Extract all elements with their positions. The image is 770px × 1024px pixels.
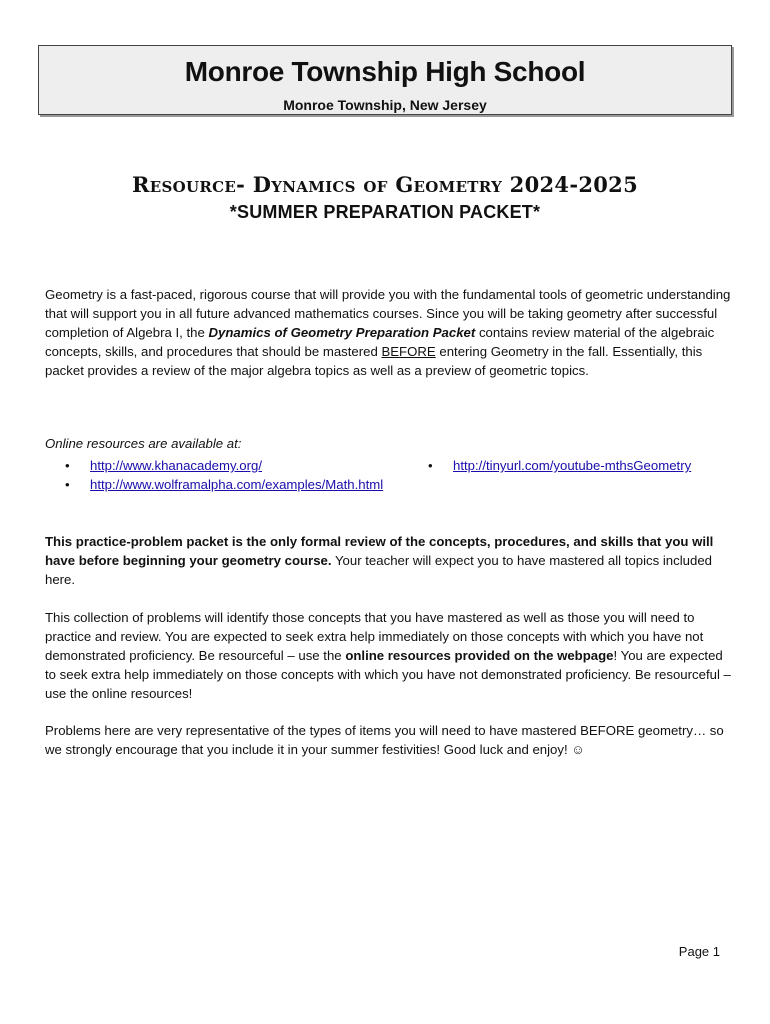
intro-text-2: contains review material of the algebraic concepts, skills, and procedures that should be mastered bbox=[45, 325, 715, 359]
school-header-box bbox=[38, 45, 732, 115]
page-number: Page 1 bbox=[678, 944, 720, 959]
packet-name: Dynamics of Geometry Preparation Packet bbox=[208, 325, 476, 340]
school-name: Monroe Township High School bbox=[184, 56, 586, 87]
online-resources-emphasis: online resources provided on the webpage bbox=[345, 648, 614, 663]
packet-review-paragraph bbox=[45, 532, 735, 589]
collection-text-1: This collection of problems will identify those concepts that you have mastered as well as those you will need to practice and review. You are expected to seek extra help immediately on those concepts with which you have not demonstrated proficiency. Be resourceful – use the bbox=[45, 610, 704, 663]
resource-list-left bbox=[65, 456, 384, 494]
document-subtitle: *SUMMER PREPARATION PACKET* bbox=[229, 202, 541, 222]
resource-list-right bbox=[428, 456, 748, 475]
resources-label: Online resources are available at: bbox=[45, 436, 242, 451]
before-emphasis: BEFORE bbox=[381, 344, 436, 359]
closing-paragraph: Problems here are very representative of the types of items you will need to have mastered BEFORE geometry… so we strongly encourage that you include it in your summer festivities! Good luck and enjoy! ☺ bbox=[45, 723, 724, 757]
problems-collection-paragraph bbox=[45, 608, 735, 703]
resource-item bbox=[65, 456, 365, 475]
resource-item bbox=[428, 456, 748, 475]
intro-text-1: Geometry is a fast-paced, rigorous course that will provide you with the fundamental tools of geometric understanding that will support you in all future advanced mathematics courses. Since you will be taking geometry after successful completion of Algebra I, the bbox=[45, 287, 731, 340]
school-location: Monroe Township, New Jersey bbox=[283, 97, 487, 113]
intro-text-3: entering Geometry in the fall. Essentially, this packet provides a review of the major algebra topics as well as a preview of geometric topics. bbox=[45, 344, 703, 378]
document-title: Resource- Dynamics of Geometry 2024-2025 bbox=[132, 172, 638, 197]
intro-paragraph bbox=[45, 285, 735, 380]
khanacademy-link[interactable]: http://www.khanacademy.org/ bbox=[90, 458, 263, 473]
wolframalpha-link[interactable]: http://www.wolframalpha.com/examples/Math.html bbox=[90, 477, 384, 492]
collection-text-2: ! You are expected to seek extra help immediately on those concepts with which you have not demonstrated proficiency. Be resourceful – use the online resources! bbox=[45, 648, 731, 701]
resource-item bbox=[65, 475, 384, 494]
youtube-link[interactable]: http://tinyurl.com/youtube-mthsGeometry bbox=[453, 458, 692, 473]
packet-review-rest: Your teacher will expect you to have mastered all topics included here. bbox=[45, 553, 712, 587]
packet-review-bold: This practice-problem packet is the only formal review of the concepts, procedures, and skills that you will have before beginning your geometry course. bbox=[45, 534, 714, 568]
